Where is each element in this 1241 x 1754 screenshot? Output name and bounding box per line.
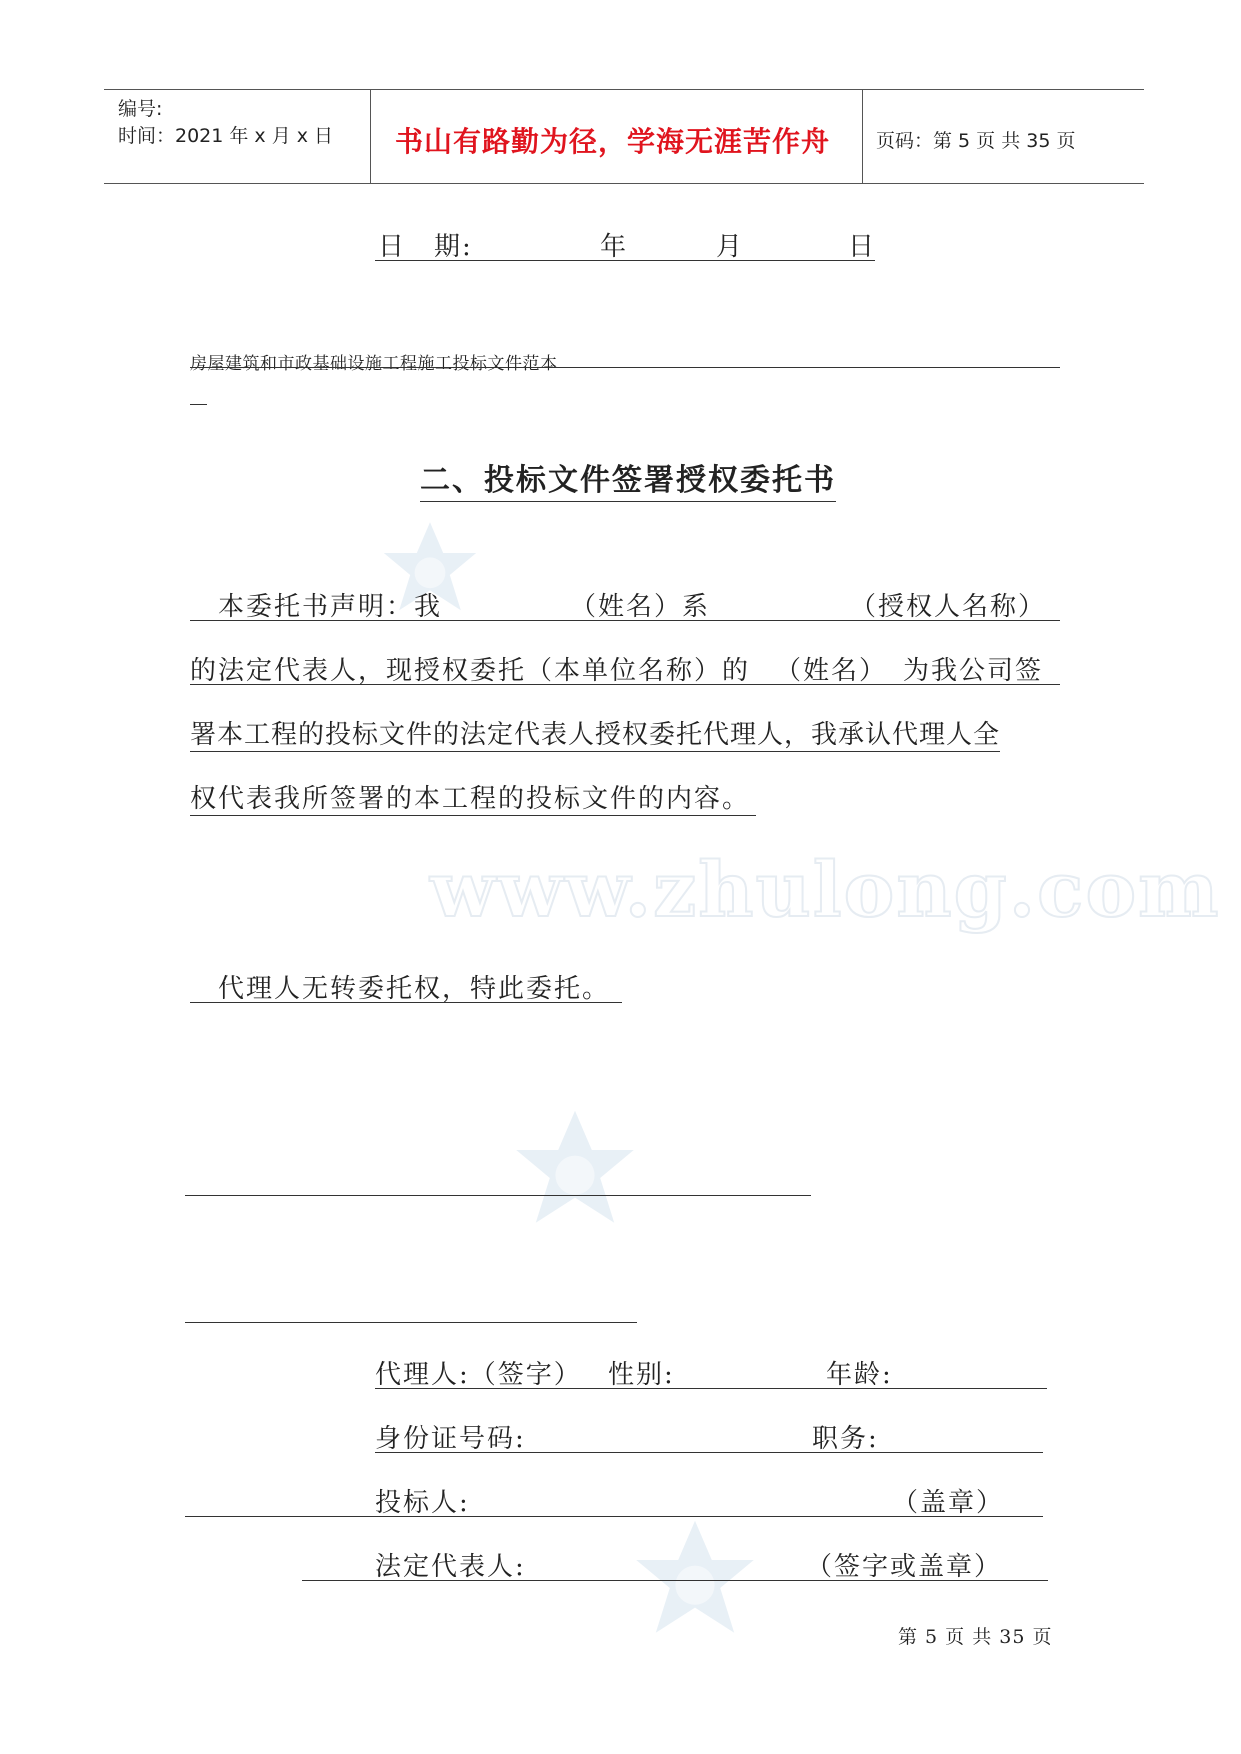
seal-label: （盖章） <box>892 1488 1005 1518</box>
body-p1-c: （授权人名称） <box>850 592 1047 622</box>
legal-representative-label: 法定代表人: <box>375 1552 526 1582</box>
running-title: 房屋建筑和市政基础设施工程施工投标文件范本 <box>190 354 558 374</box>
watermark-logo-icon <box>625 1518 765 1658</box>
watermark-logo-icon <box>505 1108 645 1248</box>
gender-label: 性别: <box>608 1360 675 1390</box>
sign-or-seal-label: （签字或盖章） <box>806 1552 1003 1582</box>
date-day: 日 <box>848 232 877 262</box>
header-motto: 书山有路勤为径，学海无涯苦作舟 <box>395 125 831 158</box>
body-p3: 署本工程的投标文件的法定代表人授权委托代理人，我承认代理人全 <box>190 714 1000 752</box>
body-p4: 权代表我所签署的本工程的投标文件的内容。 <box>190 778 756 816</box>
id-number-label: 身份证号码: <box>375 1424 526 1454</box>
running-title-dash <box>190 404 207 405</box>
header-time-label: 时间：2021 年 x 月 x 日 <box>118 125 334 147</box>
page-footer: 第 5 页 共 35 页 <box>898 1626 1053 1648</box>
bidder-label: 投标人: <box>375 1488 470 1518</box>
running-title-rule <box>190 367 1060 368</box>
document-title: 二、投标文件签署授权委托书 <box>420 455 836 502</box>
date-month: 月 <box>716 232 745 262</box>
blank-rule-2 <box>185 1322 637 1323</box>
position-label: 职务: <box>812 1424 879 1454</box>
age-label: 年龄: <box>826 1360 893 1390</box>
header-number-label: 编号: <box>118 98 163 120</box>
header-divider-left <box>370 89 371 184</box>
header-page-label: 页码：第 5 页 共 35 页 <box>876 130 1076 152</box>
header-divider-right <box>862 89 863 184</box>
date-year: 年 <box>600 232 629 262</box>
body-p2-b: （姓名） <box>775 656 888 686</box>
date-label: 日 期: <box>378 232 473 262</box>
body-p5: 代理人无转委托权，特此委托。 <box>218 974 611 1004</box>
body-p2-a: 的法定代表人，现授权委托（本单位名称）的 <box>190 656 751 686</box>
body-p1-b: （姓名）系 <box>570 592 711 622</box>
watermark-text: www.zhulong.com <box>430 845 1221 934</box>
body-p1-a: 本委托书声明：我 <box>218 592 443 622</box>
header-bottom-rule <box>104 183 1144 184</box>
body-p2-c: 为我公司签 <box>903 656 1044 686</box>
header-top-rule <box>104 89 1144 90</box>
agent-signature-label: 代理人:（签字） <box>375 1360 582 1390</box>
blank-rule-1 <box>185 1195 811 1196</box>
